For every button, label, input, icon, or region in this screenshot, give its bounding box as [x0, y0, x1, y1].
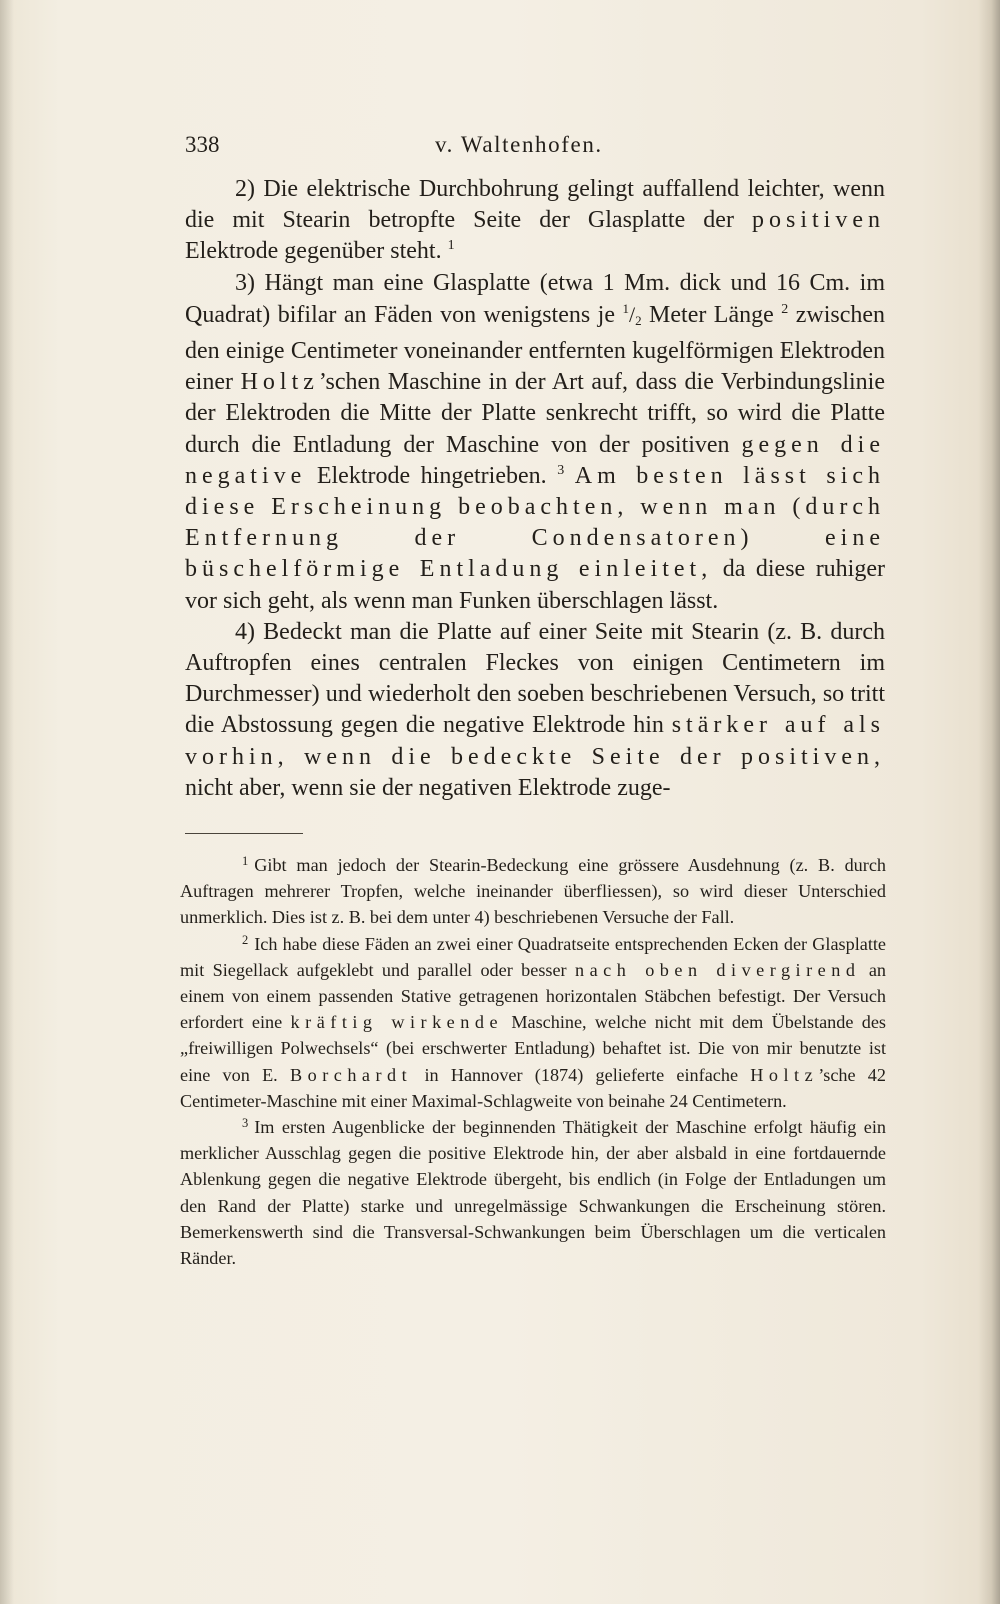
footnote-3	[180, 1114, 886, 1271]
paragraph-4	[185, 617, 885, 804]
footnote-ref-2: 2	[781, 301, 789, 317]
paragraph-2	[185, 174, 885, 268]
fraction-one-half	[622, 302, 641, 327]
footnote-1	[180, 852, 886, 931]
spaced-name: Holtz	[750, 1064, 819, 1085]
text-run: ’schen Maschine in der Art auf, dass die Verbindungslinie der Elektroden die Mitte der Platte senkrecht trifft, so wird die Platte durch die Entladung der Maschine von der positiven	[185, 369, 885, 458]
text-run: zwischen den einige Centimeter voneinander entfernten kugelförmigen Elektroden einer	[185, 301, 886, 396]
footnote-text: an einem von einem passenden Stative getragenen horizontalen Stäbchen befestigt. Der Versuch erfordert eine	[180, 959, 886, 1033]
text-run: Meter Länge	[641, 301, 774, 328]
footnote-mark: 3	[242, 1116, 249, 1131]
footnote-text: Im ersten Augenblicke der beginnenden Thätigkeit der Maschine erfolgt häufig ein merklicher Ausschlag gegen die positive Elektrode hin, der aber alsbald in eine fortdauernde Ablenkung gegen die negative Elektrode übergeht, bis endlich (in Folge der Entladungen um den Rand der Platte) starke und unregelmässige Schwankungen die Erscheinung stören. Bemerkenswerth sind die Transversal-Schwankungen beim Überschlagen um die verticalen Ränder.	[180, 1117, 886, 1269]
running-head: v. Waltenhofen.	[435, 132, 603, 157]
spaced-emphasis: positiven	[752, 207, 885, 234]
footnotes	[180, 852, 886, 1271]
footnote-text: in Hannover (1874) gelieferte einfache	[412, 1064, 751, 1085]
footnote-mark: 1	[242, 854, 249, 868]
text-run: 2) Die elektrische Durchbohrung gelingt auffallend leichter, wenn die mit Stearin betropfte Seite der Glasplatte der	[185, 176, 885, 234]
spaced-emphasis: gegen die negative	[185, 431, 886, 489]
spaced-emphasis: stärker auf als vorhin, wenn die bedeckte Seite der positiven,	[185, 712, 885, 770]
footnote-ref-1: 1	[447, 238, 455, 254]
footnote-text: Gibt man jedoch der Stearin-Bedeckung eine grössere Ausdehnung (z. B. durch Auftragen mehrerer Tropfen, welche ineinander überfliessen), so wird dieser Unterschied unmerklich. Dies ist z. B. bei dem unter 4) beschriebenen Versuche der Fall.	[180, 855, 886, 928]
spaced-emphasis: nach oben divergirend	[574, 959, 861, 980]
footnote-text: ’sche 42 Centimeter-Maschine mit einer Maximal-Schlagweite von beinahe 24 Centimetern.	[180, 1064, 886, 1111]
page-left-shadow	[0, 0, 14, 1604]
fraction-denominator: 2	[635, 312, 642, 328]
footnote-separator	[185, 833, 303, 834]
text-run: 4) Bedeckt man die Platte auf einer Seite mit Stearin (z. B. durch Auftropfen eines centralen Fleckes von einigen Centimetern im Durchmesser) und wiederholt den soeben beschriebenen Versuch, so tritt die Abstossung gegen die negative Elektrode hin	[185, 618, 885, 739]
main-text	[185, 174, 885, 804]
text-run: nicht aber, wenn sie der negativen Elektrode zuge-	[185, 774, 671, 801]
footnote-text: Ich habe diese Fäden an zwei einer Quadratseite entsprechenden Ecken der Glasplatte mit Siegellack aufgeklebt und parallel oder besser	[180, 933, 886, 980]
page-number: 338	[185, 132, 220, 157]
spaced-name: Borchardt	[289, 1064, 413, 1085]
text-run: da diese ruhiger vor sich geht, als wenn man Funken überschlagen lässt.	[185, 556, 885, 614]
page-right-shadow	[978, 0, 1000, 1604]
spaced-emphasis: kräftig wirkende	[290, 1012, 504, 1033]
spaced-name: Holtz	[240, 369, 319, 396]
footnote-mark: 2	[242, 932, 249, 947]
footnote-ref-3: 3	[557, 462, 565, 478]
text-run: Elektrode gegenüber steht.	[185, 238, 442, 265]
paragraph-3	[185, 268, 885, 617]
footnote-2	[180, 931, 886, 1114]
text-run: Elektrode hingetrieben.	[306, 462, 547, 489]
spaced-emphasis: Am besten lässt sich diese Erscheinung beobachten, wenn man (durch Entfernung der Condensatoren) eine büschelförmige Entladung einleitet,	[185, 462, 886, 583]
page-header	[185, 128, 885, 164]
text-run: 3) Hängt man eine Glasplatte (etwa 1 Mm. dick und 16 Cm. im Quadrat) bifilar an Fäden von wenigstens je	[185, 269, 885, 328]
footnote-text: Maschine, welche nicht mit dem Übelstande des „freiwilligen Polwechsels“ (bei erschwerter Entladung) behaftet ist. Die von mir benutzte ist eine von E.	[180, 1012, 886, 1085]
fraction-numerator: 1	[622, 300, 629, 316]
fraction-slash: /	[628, 301, 636, 327]
